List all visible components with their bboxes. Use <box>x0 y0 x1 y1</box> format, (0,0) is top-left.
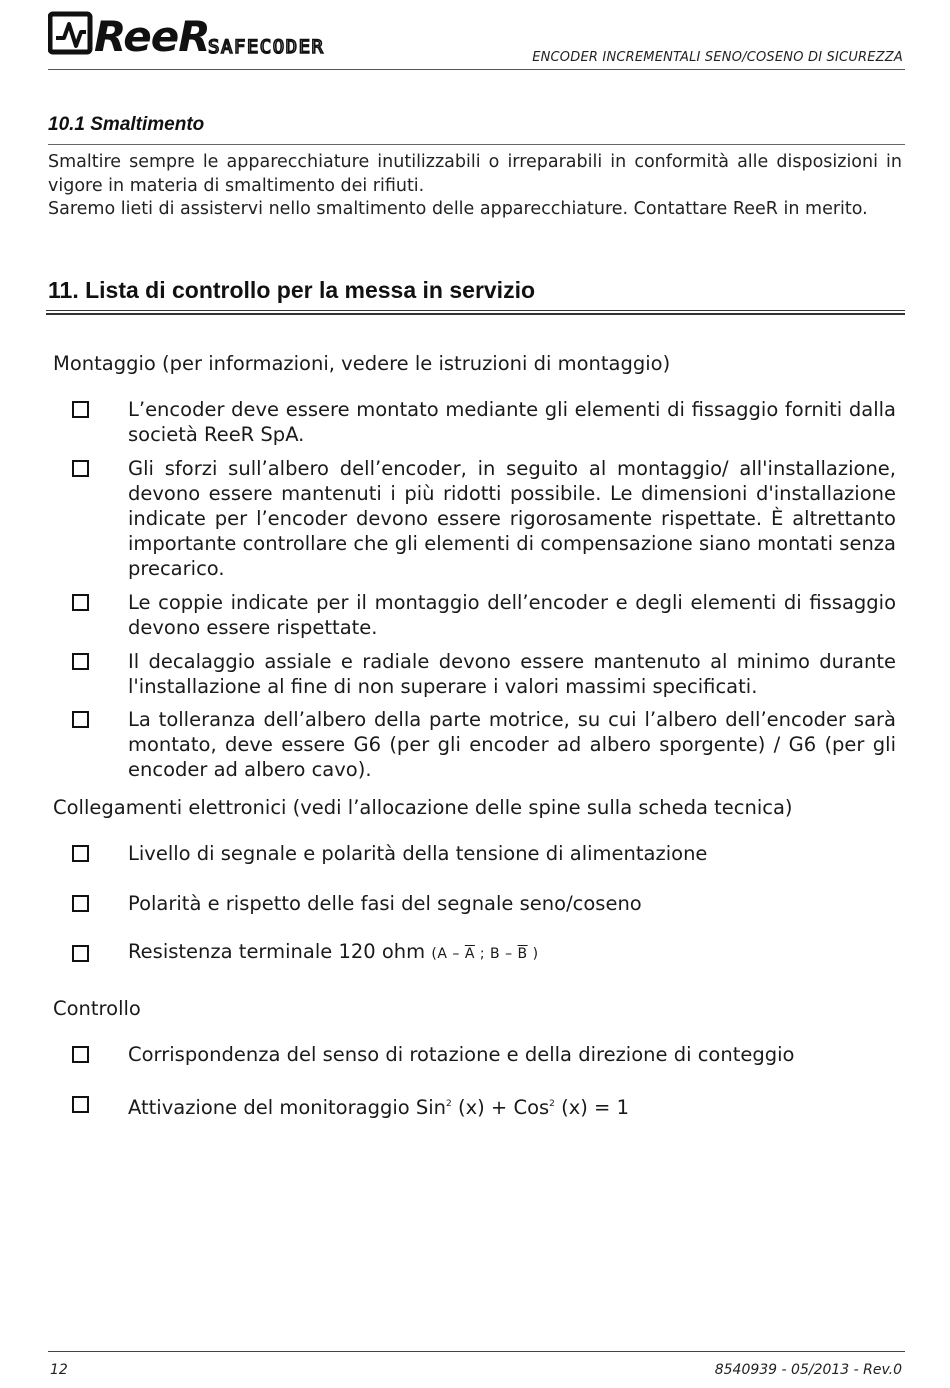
paragraph: Smaltire sempre le apparecchiature inutilizzabili o irreparabili in conformità alle disposizioni in vigore in materia di smaltimento dei rifiuti. <box>48 152 902 196</box>
checkbox-icon[interactable] <box>72 401 89 418</box>
document-code: 8540939 - 05/2013 - Rev.0 <box>714 1362 902 1378</box>
checkbox-icon[interactable] <box>72 845 89 862</box>
resistor-text: Resistenza terminale 120 ohm <box>128 940 426 963</box>
section-heading-11: 11. Lista di controllo per la messa in servizio <box>48 277 536 303</box>
checkbox-icon[interactable] <box>72 1046 89 1063</box>
document-title: ENCODER INCREMENTALI SENO/COSENO DI SICUREZZA <box>532 50 903 65</box>
pair-open: (A – <box>431 946 465 962</box>
checklist-item-text: La tolleranza dell’albero della parte motrice, su cui l’albero dell’encoder sarà montato, deve essere G6 (per gli encoder ad albero sporgente) / G6 (per gli encoder ad albero cavo). <box>128 708 896 781</box>
formula-suffix: (x) = 1 <box>554 1096 630 1119</box>
checklist-item-text: Livello di segnale e polarità della tensione di alimentazione <box>128 842 708 865</box>
checklist-item-text: L’encoder deve essere montato mediante gli elementi di fissaggio forniti dalla società ReeR SpA. <box>128 398 896 446</box>
checklist-item-text <box>128 1092 896 1120</box>
formula-middle: (x) + Cos <box>451 1096 550 1119</box>
pair-close: ) <box>527 946 539 962</box>
checkbox-icon[interactable] <box>72 1096 89 1113</box>
header-divider <box>48 69 905 70</box>
page-header <box>48 8 905 68</box>
checklist-group-title: Montaggio (per informazioni, vedere le istruzioni di montaggio) <box>53 352 671 375</box>
page-number: 12 <box>50 1362 68 1378</box>
section-divider <box>48 144 905 145</box>
formula-prefix: Attivazione del monitoraggio Sin <box>128 1096 447 1119</box>
checkbox-icon[interactable] <box>72 594 89 611</box>
checkbox-icon[interactable] <box>72 945 89 962</box>
paragraph: Saremo lieti di assistervi nello smaltimento delle apparecchiature. Contattare ReeR in merito. <box>48 199 868 219</box>
signal-pairs <box>431 946 538 962</box>
heading-double-rule-top <box>46 310 905 311</box>
reer-safecoder-logo <box>48 8 388 64</box>
checklist-group-title: Controllo <box>53 997 141 1020</box>
checklist-item-text: Le coppie indicate per il montaggio dell’encoder e degli elementi di fissaggio devono essere rispettate. <box>128 591 896 639</box>
checklist-group-title: Collegamenti elettronici (vedi l’allocazione delle spine sulla scheda tecnica) <box>53 796 793 819</box>
checklist-item-text: Gli sforzi sull’albero dell’encoder, in seguito al montaggio/ all'installazione, devono essere mantenuti i più ridotti possibile. Le dimensioni d'installazione indicate per l’encoder devono essere rigorosamente rispettate. È altrettanto importante controllare che gli elementi di compensazione siano montati senza precarico. <box>128 457 896 580</box>
pair-separator: ; B – <box>474 946 518 962</box>
checkbox-icon[interactable] <box>72 895 89 912</box>
a-bar-symbol: $\overline{A}$ <box>464 946 475 962</box>
checklist-item-text: Il decalaggio assiale e radiale devono essere mantenuto al minimo durante l'installazione al fine di non superare i valori massimi specificati. <box>128 650 896 698</box>
heading-double-rule-bottom <box>46 313 905 315</box>
b-bar-symbol: $\overline{B}$ <box>517 946 528 962</box>
footer-divider <box>48 1351 905 1352</box>
exponent: 2 <box>549 1099 555 1109</box>
exponent: 2 <box>446 1099 452 1109</box>
checklist-item-text <box>128 939 896 967</box>
checkbox-icon[interactable] <box>72 460 89 477</box>
checkbox-icon[interactable] <box>72 653 89 670</box>
checklist-item-text: Polarità e rispetto delle fasi del segnale seno/coseno <box>128 892 642 915</box>
svg-text:SAFECODER: SAFECODER <box>208 36 325 58</box>
checkbox-icon[interactable] <box>72 711 89 728</box>
checklist-item-text: Corrispondenza del senso di rotazione e della direzione di conteggio <box>128 1043 795 1066</box>
svg-text:ReeR: ReeR <box>94 12 210 61</box>
section-heading-10-1: 10.1 Smaltimento <box>48 114 205 135</box>
